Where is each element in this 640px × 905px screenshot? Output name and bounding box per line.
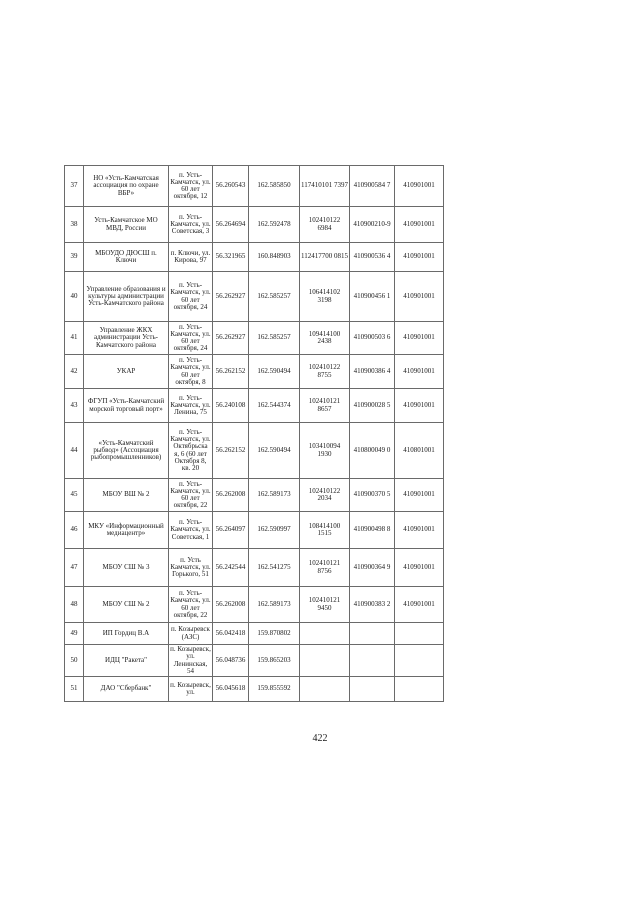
organization-name: МБОУДО ДЮСШ п. Ключи (84, 243, 169, 272)
row-number: 47 (65, 549, 84, 587)
row-number: 45 (65, 479, 84, 512)
organization-name: ИДЦ "Ракета" (84, 645, 169, 677)
kpp: 410901001 (395, 322, 444, 355)
inn (350, 677, 395, 702)
address: п. Усть-Камчатск, ул. 60 лет октября, 12 (169, 166, 213, 207)
table-row (65, 166, 444, 207)
inn (350, 645, 395, 677)
kpp: 410901001 (395, 389, 444, 423)
latitude: 56.260543 (213, 166, 249, 207)
organization-name: МБОУ ВШ № 2 (84, 479, 169, 512)
longitude: 162.590494 (249, 423, 300, 479)
inn: 410900584 7 (350, 166, 395, 207)
latitude: 56.262152 (213, 355, 249, 389)
latitude: 56.321965 (213, 243, 249, 272)
row-number: 40 (65, 272, 84, 322)
kpp: 410901001 (395, 587, 444, 623)
row-number: 37 (65, 166, 84, 207)
kpp: 410901001 (395, 207, 444, 243)
table-row (65, 677, 444, 702)
kpp (395, 623, 444, 645)
ogrn: 109414100 2438 (300, 322, 350, 355)
address: п. Усть-Камчатск, ул. 60 лет октября, 22 (169, 587, 213, 623)
table-row (65, 512, 444, 549)
address: п. Ключи, ул. Кирова, 97 (169, 243, 213, 272)
row-number: 44 (65, 423, 84, 479)
inn: 410900364 9 (350, 549, 395, 587)
inn: 410900383 2 (350, 587, 395, 623)
row-number: 41 (65, 322, 84, 355)
ogrn: 112417700 0815 (300, 243, 350, 272)
kpp: 410901001 (395, 355, 444, 389)
row-number: 42 (65, 355, 84, 389)
longitude: 162.589173 (249, 479, 300, 512)
kpp (395, 677, 444, 702)
latitude: 56.042418 (213, 623, 249, 645)
kpp (395, 645, 444, 677)
organization-name: ИП Гордиц В.А (84, 623, 169, 645)
ogrn (300, 645, 350, 677)
table-row (65, 623, 444, 645)
row-number: 39 (65, 243, 84, 272)
table-row (65, 645, 444, 677)
table-row (65, 389, 444, 423)
table-row (65, 479, 444, 512)
row-number: 43 (65, 389, 84, 423)
latitude: 56.242544 (213, 549, 249, 587)
address: п. Усть-Камчатск, ул. Ленина, 75 (169, 389, 213, 423)
inn: 410900536 4 (350, 243, 395, 272)
latitude: 56.262927 (213, 272, 249, 322)
inn: 410900028 5 (350, 389, 395, 423)
ogrn: 102410122 6984 (300, 207, 350, 243)
kpp: 410901001 (395, 479, 444, 512)
table-row (65, 355, 444, 389)
row-number: 38 (65, 207, 84, 243)
inn: 410800049 0 (350, 423, 395, 479)
table-row (65, 549, 444, 587)
address: п. Усть Камчатск, ул. Горького, 51 (169, 549, 213, 587)
longitude: 162.585257 (249, 322, 300, 355)
longitude: 162.592478 (249, 207, 300, 243)
ogrn: 117410101 7397 (300, 166, 350, 207)
inn: 410900210-9 (350, 207, 395, 243)
inn (350, 623, 395, 645)
longitude: 160.848903 (249, 243, 300, 272)
organization-name: Управление ЖКХ администрации Усть-Камчатского района (84, 322, 169, 355)
row-number: 50 (65, 645, 84, 677)
address: п. Козыревск, ул. (169, 677, 213, 702)
latitude: 56.048736 (213, 645, 249, 677)
latitude: 56.264694 (213, 207, 249, 243)
ogrn (300, 623, 350, 645)
table-row (65, 423, 444, 479)
inn: 410900503 6 (350, 322, 395, 355)
longitude: 162.585257 (249, 272, 300, 322)
latitude: 56.262927 (213, 322, 249, 355)
row-number: 48 (65, 587, 84, 623)
longitude: 162.585850 (249, 166, 300, 207)
organization-name: МБОУ СШ № 3 (84, 549, 169, 587)
register-table (64, 165, 444, 702)
ogrn: 102410121 9450 (300, 587, 350, 623)
latitude: 56.045618 (213, 677, 249, 702)
organization-name: «Усть-Камчатский рыбвод» (Ассоциация рыбопромышленников) (84, 423, 169, 479)
latitude: 56.262152 (213, 423, 249, 479)
kpp: 410901001 (395, 272, 444, 322)
row-number: 46 (65, 512, 84, 549)
longitude: 159.865203 (249, 645, 300, 677)
longitude: 159.855592 (249, 677, 300, 702)
ogrn: 102410121 8657 (300, 389, 350, 423)
address: п. Усть-Камчатск, ул. 60 лет октября, 24 (169, 272, 213, 322)
address: п. Усть-Камчатск, ул. 60 лет октября, 8 (169, 355, 213, 389)
address: п. Усть-Камчатск, ул. 60 лет октября, 24 (169, 322, 213, 355)
longitude: 162.541275 (249, 549, 300, 587)
organization-name: Усть-Камчатское МО МВД, России (84, 207, 169, 243)
inn: 410900386 4 (350, 355, 395, 389)
kpp: 410901001 (395, 243, 444, 272)
longitude: 162.590494 (249, 355, 300, 389)
organization-name: Управление образования и культуры администрации Усть-Камчатского района (84, 272, 169, 322)
ogrn: 102410122 2034 (300, 479, 350, 512)
kpp: 410901001 (395, 166, 444, 207)
latitude: 56.240108 (213, 389, 249, 423)
inn: 410900370 5 (350, 479, 395, 512)
table-row (65, 243, 444, 272)
address: п. Усть-Камчатск, ул. Октябрьска я, 6 (60 лет Октября 8, кв. 20 (169, 423, 213, 479)
organization-name: ДАО "Сбербанк" (84, 677, 169, 702)
longitude: 159.870802 (249, 623, 300, 645)
organization-name: МБОУ СШ № 2 (84, 587, 169, 623)
ogrn (300, 677, 350, 702)
organization-name: ФГУП «Усть-Камчатский морской торговый порт» (84, 389, 169, 423)
ogrn: 102410122 8755 (300, 355, 350, 389)
table-row (65, 272, 444, 322)
inn: 410900456 1 (350, 272, 395, 322)
row-number: 51 (65, 677, 84, 702)
kpp: 410901001 (395, 549, 444, 587)
ogrn: 108414100 1515 (300, 512, 350, 549)
latitude: 56.262008 (213, 479, 249, 512)
ogrn: 102410121 8756 (300, 549, 350, 587)
table-row (65, 207, 444, 243)
kpp: 410901001 (395, 512, 444, 549)
kpp: 410801001 (395, 423, 444, 479)
organization-name: МКУ «Информационный медиацентр» (84, 512, 169, 549)
latitude: 56.262008 (213, 587, 249, 623)
organization-name: УКАР (84, 355, 169, 389)
longitude: 162.590997 (249, 512, 300, 549)
row-number: 49 (65, 623, 84, 645)
latitude: 56.264097 (213, 512, 249, 549)
table-row (65, 322, 444, 355)
address: п. Усть-Камчатск, ул. Советская, 1 (169, 512, 213, 549)
organization-name: НО «Усть-Камчатская ассоциация по охране ВБР» (84, 166, 169, 207)
address: п. Козыревск, ул. Ленинская, 54 (170, 645, 211, 675)
address: п. Козыревск (АЗС) (169, 623, 213, 645)
ogrn: 106414102 3198 (300, 272, 350, 322)
page-number: 422 (312, 733, 328, 744)
longitude: 162.589173 (249, 587, 300, 623)
inn: 410900498 8 (350, 512, 395, 549)
address: п. Усть-Камчатск, ул. 60 лет октября, 22 (169, 479, 213, 512)
ogrn: 103410094 1930 (300, 423, 350, 479)
longitude: 162.544374 (249, 389, 300, 423)
address: п. Усть-Камчатск, ул. Советская, 3 (169, 207, 213, 243)
table-row (65, 587, 444, 623)
